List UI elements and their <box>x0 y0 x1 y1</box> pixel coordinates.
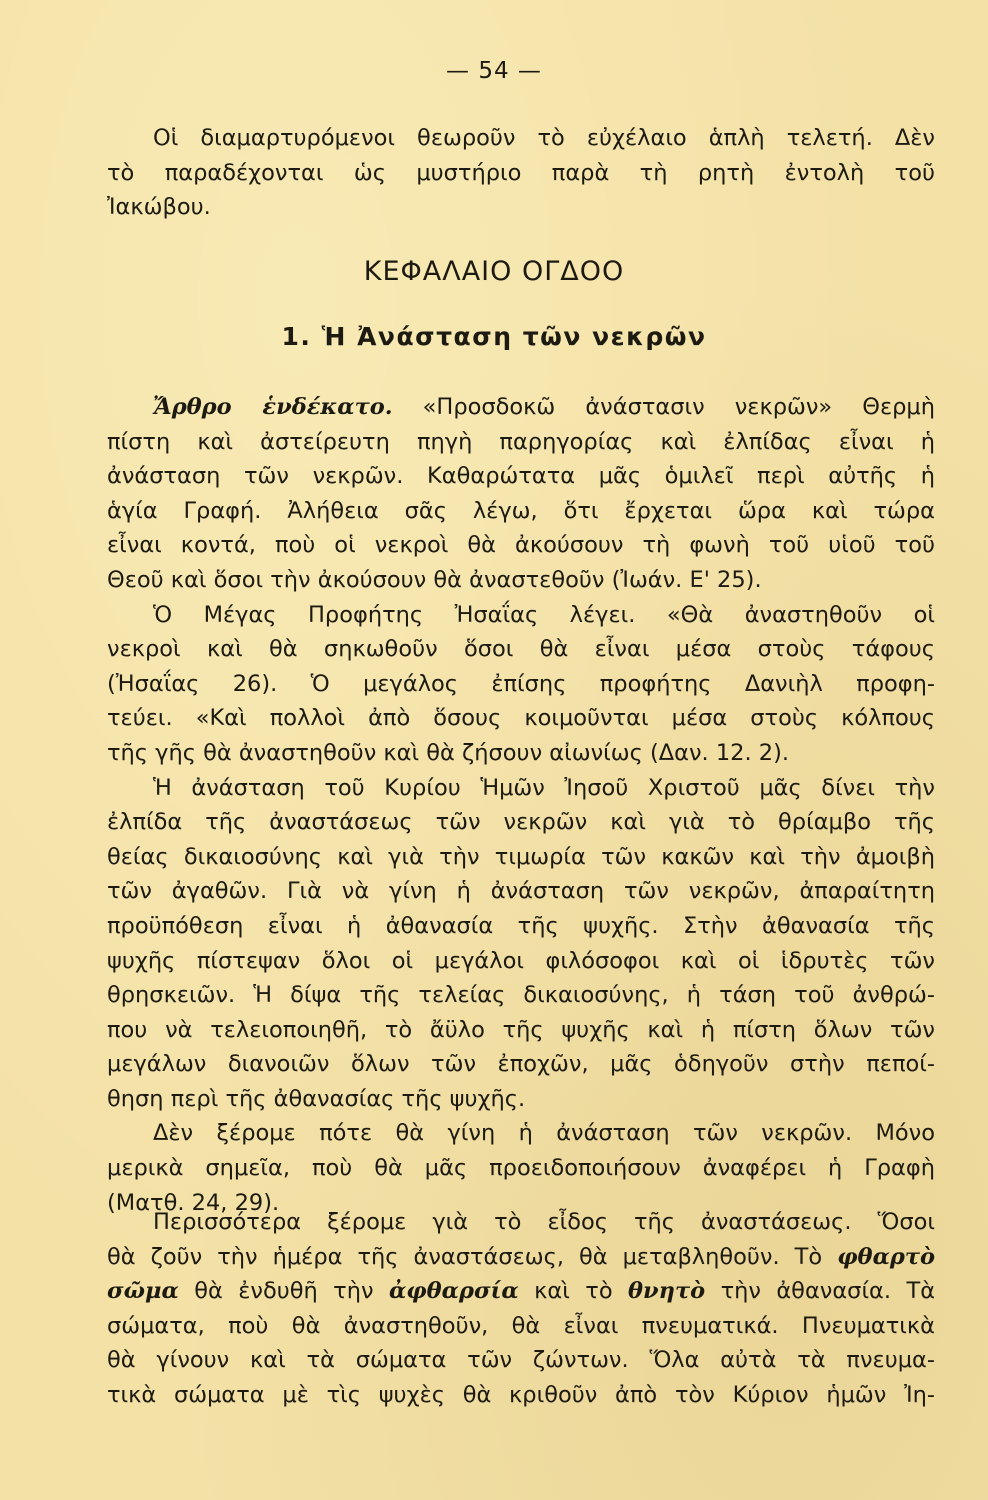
text-line: μερικὰ σημεῖα, ποὺ θὰ μᾶς προειδοποιήσουν ἀναφέρει ἡ Γραφὴ <box>107 1155 935 1182</box>
text-line <box>107 1240 935 1275</box>
text-line: θὰ γίνουν καὶ τὰ σώματα τῶν ζώντων. Ὅλα αὐτὰ τὰ πνευμα- <box>107 1347 935 1374</box>
text-line: Περισσότερα ξέρομε γιὰ τὸ εἶδος τῆς ἀναστάσεως. Ὅσοι <box>153 1209 935 1235</box>
text-line: (Ἠσαΐας 26). Ὁ μεγάλος ἐπίσης προφήτης Δανιὴλ προφη- <box>107 670 935 697</box>
emphasis-text: θνητὸ <box>628 1278 706 1305</box>
text-line <box>107 1274 935 1309</box>
line-text: θὰ ζοῦν τὴν ἡμέρα τῆς ἀναστάσεως, θὰ μεταβληθοῦν. Τὸ <box>107 1243 823 1270</box>
line-text: καὶ τὸ <box>534 1278 613 1305</box>
text-line: ἁγία Γραφή. Ἀλήθεια σᾶς λέγω, ὅτι ἔρχεται ὥρα καὶ τώρα <box>107 497 935 524</box>
article-line-text: «Προσδοκῶ ἀνάστασιν νεκρῶν» Θερμὴ <box>422 394 935 420</box>
text-line: τικὰ σώματα μὲ τὶς ψυχὲς θὰ κριθοῦν ἀπὸ τὸν Κύριον ἡμῶν Ἰη- <box>107 1381 935 1408</box>
text-line: ψυχῆς πίστεψαν ὅλοι οἱ μεγάλοι φιλόσοφοι καὶ οἱ ἱδρυτὲς τῶν <box>107 947 935 974</box>
text-line: Ὁ Μέγας Προφήτης Ἠσαΐας λέγει. «Θὰ ἀναστηθοῦν οἱ <box>153 601 935 628</box>
page-number: — 54 — <box>446 58 542 84</box>
text-line: θηση περὶ τῆς ἀθανασίας τῆς ψυχῆς. <box>107 1085 526 1112</box>
text-line: Οἱ διαμαρτυρόμενοι θεωροῦν τὸ εὐχέλαιο ἁπλὴ τελετή. Δὲν <box>153 125 935 151</box>
line-text: θὰ ἐνδυθῆ τὴν <box>194 1278 374 1305</box>
text-line: θρησκειῶν. Ἡ δίψα τῆς τελείας δικαιοσύνης, ἡ τάση τοῦ ἀνθρώ- <box>107 982 935 1009</box>
text-line: προϋπόθεση εἶναι ἡ ἀθανασία τῆς ψυχῆς. Στὴν ἀθανασία τῆς <box>107 912 935 939</box>
text-line: τῆς γῆς θὰ ἀναστηθοῦν καὶ θὰ ζήσουν αἰωνίως (Δαν. 12. 2). <box>107 739 790 766</box>
text-line: τεύει. «Καὶ πολλοὶ ἀπὸ ὅσους κοιμοῦνται μέσα στοὺς κόλπους <box>107 705 935 732</box>
text-line: ἐλπίδα τῆς ἀναστάσεως τῶν νεκρῶν καὶ γιὰ τὸ θρίαμβο τῆς <box>107 809 935 836</box>
line-text: τὴν ἀθανασία. Τὰ <box>720 1278 936 1305</box>
text-line: τὸ παραδέχονται ὡς μυστήριο παρὰ τὴ ρητὴ ἐντολὴ τοῦ <box>107 159 935 186</box>
text-line: μεγάλων διανοιῶν ὅλων τῶν ἐποχῶν, μᾶς ὁδηγοῦν στὴν πεποί- <box>107 1051 935 1078</box>
emphasis-text: σῶμα <box>107 1278 179 1305</box>
text-line: ἀνάσταση τῶν νεκρῶν. Καθαρώτατα μᾶς ὁμιλεῖ περὶ αὐτῆς ἡ <box>107 463 935 490</box>
chapter-title: ΚΕΦΑΛΑΙΟ ΟΓΔΟΟ <box>363 256 625 287</box>
text-line: πίστη καὶ ἀστείρευτη πηγὴ παρηγορίας καὶ ἐλπίδας εἶναι ἡ <box>107 428 935 455</box>
text-line: Ἰακώβου. <box>107 194 211 221</box>
text-line: σώματα, ποὺ θὰ ἀναστηθοῦν, θὰ εἶναι πνευματικά. Πνευματικὰ <box>107 1312 935 1339</box>
text-line: Θεοῦ καὶ ὅσοι τὴν ἀκούσουν θὰ ἀναστεθοῦν (Ἰωάν. Ε' 25). <box>107 566 762 593</box>
emphasis-text: φθαρτὸ <box>837 1243 935 1270</box>
text-line: τῶν ἀγαθῶν. Γιὰ νὰ γίνη ἡ ἀνάσταση τῶν νεκρῶν, ἀπαραίτητη <box>107 878 935 905</box>
text-line: Δὲν ξέρομε πότε θὰ γίνη ἡ ἀνάσταση τῶν νεκρῶν. Μόνο <box>153 1120 935 1147</box>
text-line: εἶναι κοντά, ποὺ οἱ νεκροὶ θὰ ἀκούσουν τὴ φωνὴ τοῦ υἱοῦ τοῦ <box>107 532 935 559</box>
text-line: (Ματθ. 24, 29). <box>107 1189 280 1216</box>
text-line: θείας δικαιοσύνης καὶ γιὰ τὴν τιμωρία τῶν κακῶν καὶ τὴν ἀμοιβὴ <box>107 843 935 870</box>
text-line: που νὰ τελειοποιηθῆ, τὸ ἄϋλο τῆς ψυχῆς καὶ ἡ πίστη ὅλων τῶν <box>107 1016 935 1043</box>
main-body <box>107 390 935 1220</box>
text-line: νεκροὶ καὶ θὰ σηκωθοῦν ὅσοι θὰ εἶναι μέσα στοὺς τάφους <box>107 636 935 663</box>
article-label: Ἄρθρο ἑνδέκατο. <box>153 394 393 420</box>
intro-paragraph <box>107 121 935 225</box>
section-title: 1. Ἡ Ἀνάσταση τῶν νεκρῶν <box>281 322 707 351</box>
last-paragraph <box>107 1205 935 1413</box>
text-line: Ἡ ἀνάσταση τοῦ Κυρίου Ἡμῶν Ἰησοῦ Χριστοῦ μᾶς δίνει τὴν <box>153 774 935 801</box>
text-line <box>107 390 935 425</box>
emphasis-text: ἀφθαρσία <box>388 1278 519 1305</box>
